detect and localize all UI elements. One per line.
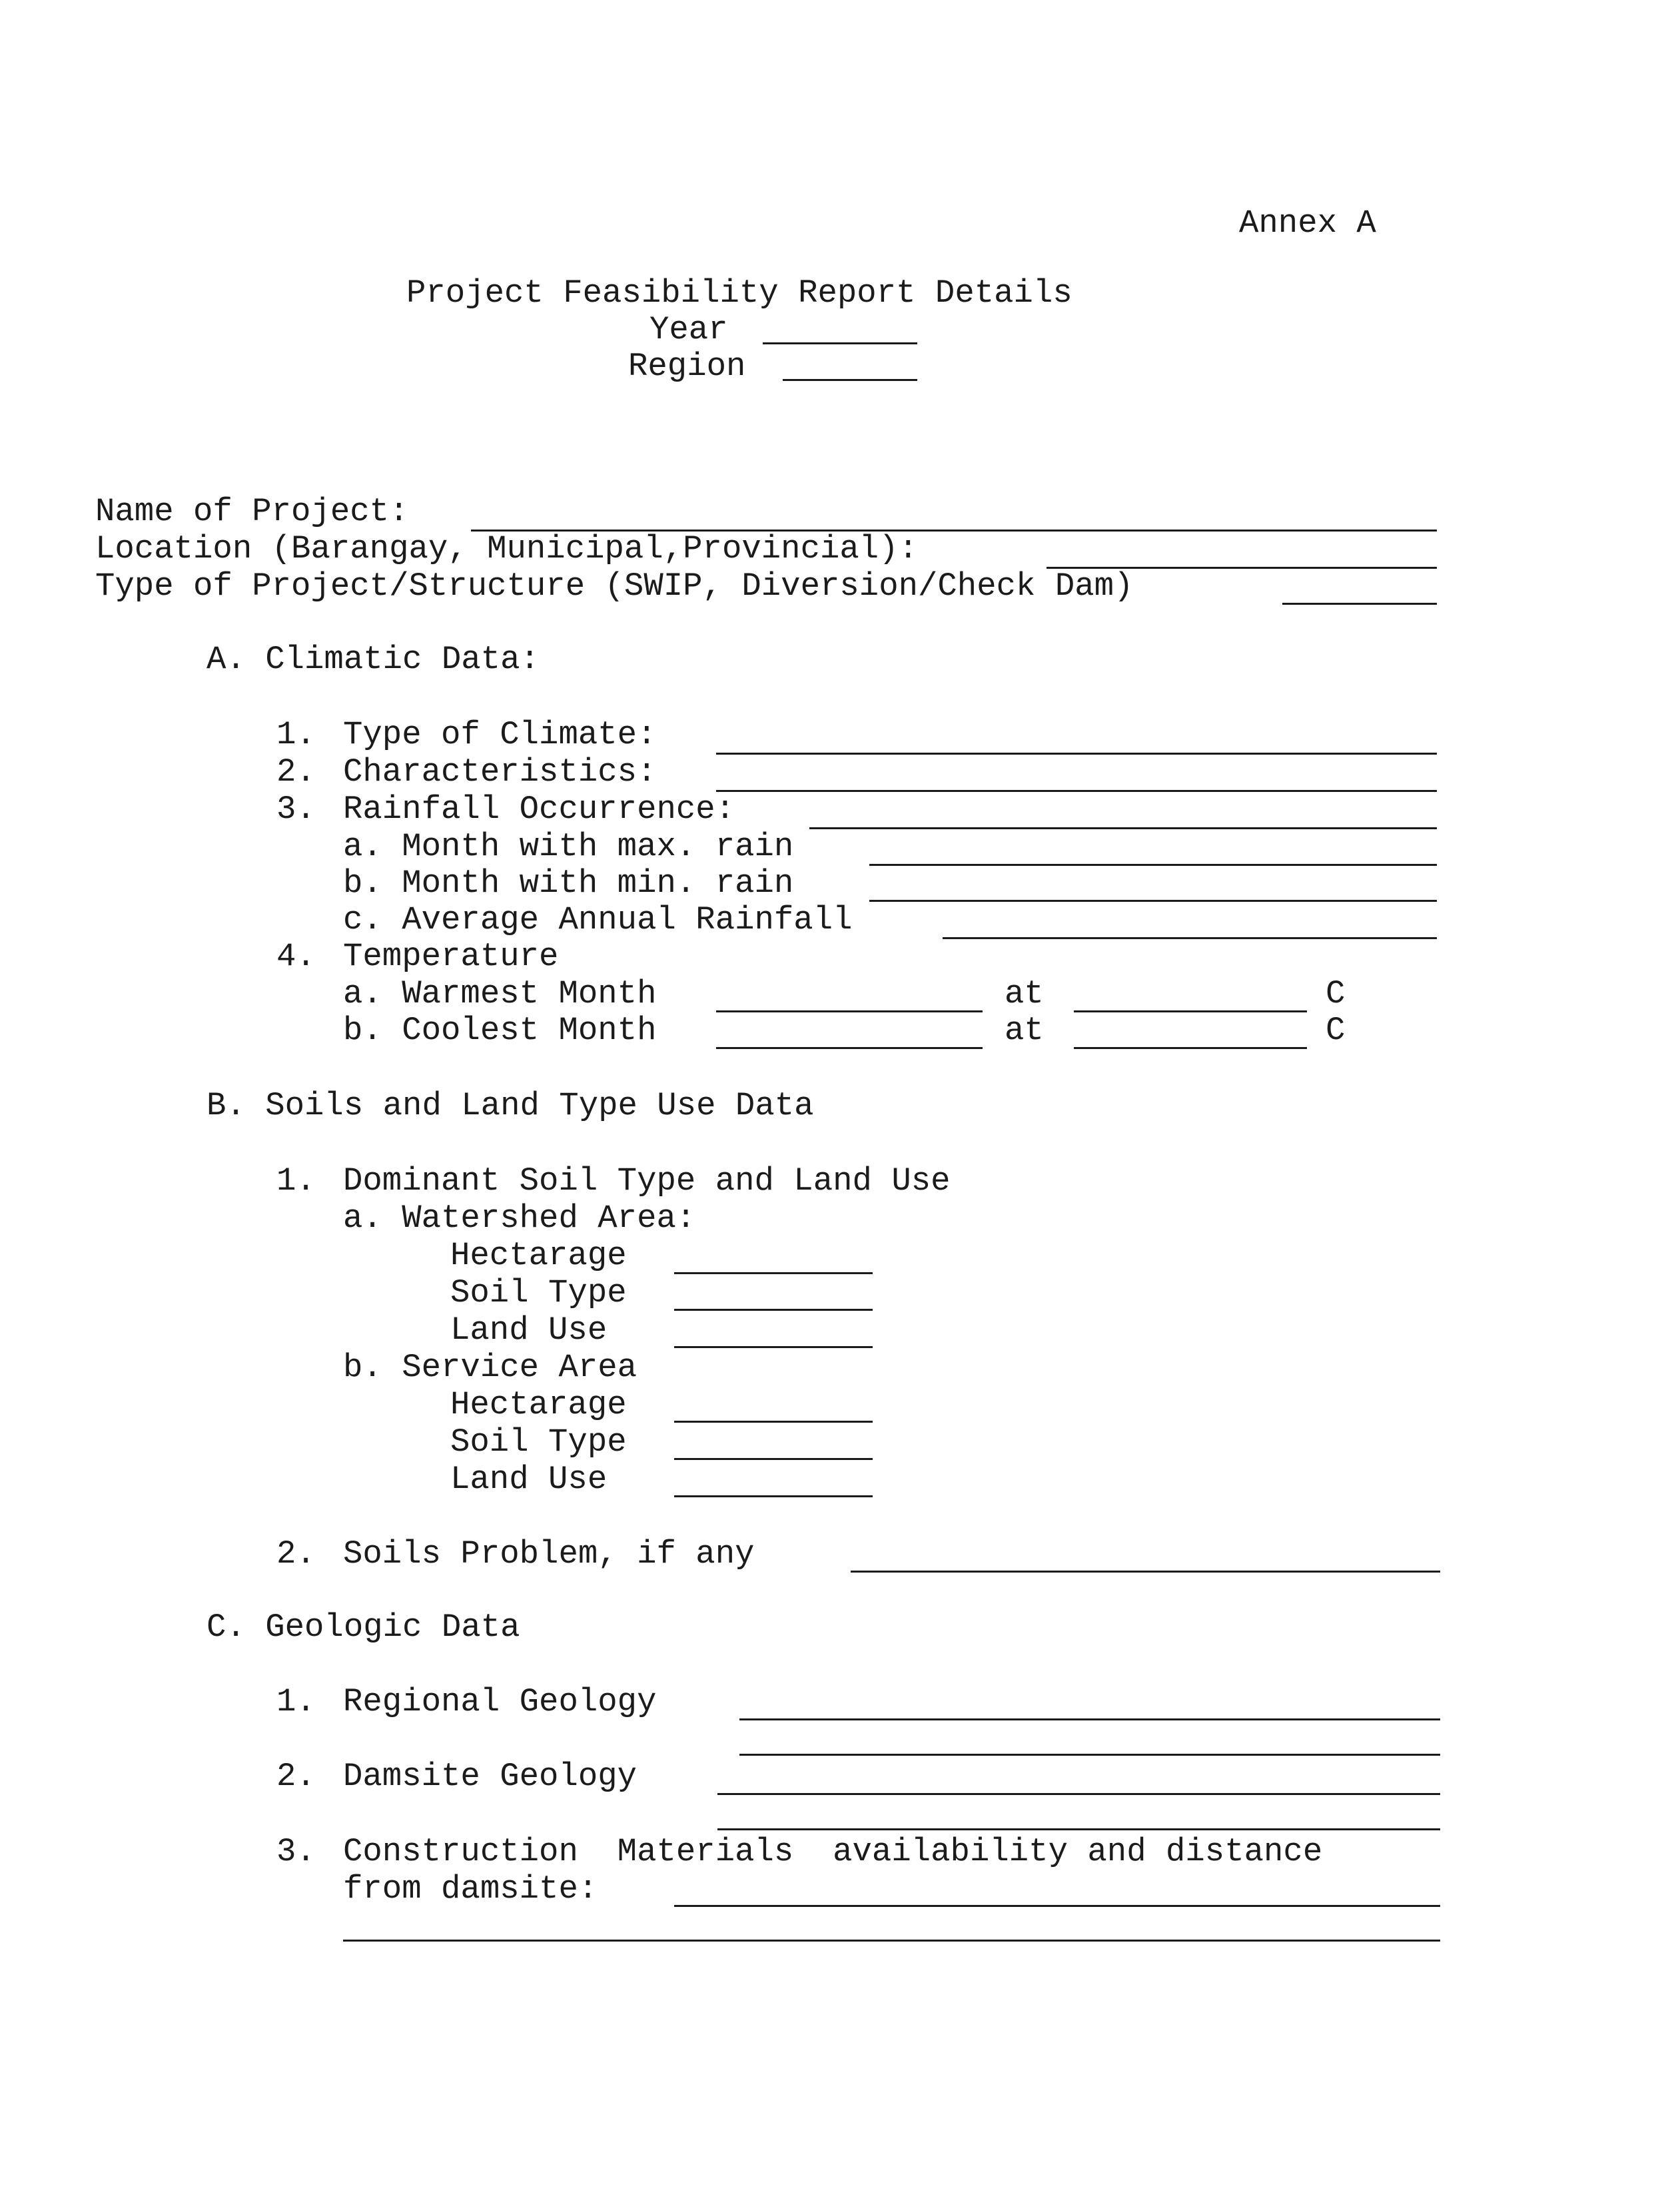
page-title: Project Feasibility Report Details bbox=[406, 274, 1072, 312]
characteristics-field[interactable] bbox=[716, 790, 1437, 792]
watershed-land-use-field[interactable] bbox=[674, 1346, 873, 1348]
type-of-climate-field[interactable] bbox=[716, 753, 1437, 755]
max-rain-label: a. Month with max. rain bbox=[343, 828, 794, 865]
min-rain-field[interactable] bbox=[869, 900, 1437, 902]
regional-geology-field[interactable] bbox=[739, 1718, 1440, 1720]
item-number: 2. bbox=[276, 753, 316, 791]
max-rain-field[interactable] bbox=[869, 864, 1437, 866]
watershed-soil-type-label: Soil Type bbox=[450, 1274, 627, 1311]
service-area-label: b. Service Area bbox=[343, 1349, 637, 1386]
dominant-soil-label: Dominant Soil Type and Land Use bbox=[343, 1162, 951, 1200]
service-land-use-field[interactable] bbox=[674, 1495, 873, 1497]
annex-label: Annex A bbox=[1239, 204, 1376, 242]
section-c-title: C. Geologic Data bbox=[207, 1609, 520, 1646]
project-type-label: Type of Project/Structure (SWIP, Diversion/Check Dam) bbox=[95, 567, 1134, 605]
item-number: 1. bbox=[276, 1162, 316, 1200]
construction-materials-field-line-2[interactable] bbox=[343, 1940, 1440, 1942]
celsius-unit: C bbox=[1326, 975, 1346, 1012]
region-field[interactable] bbox=[783, 379, 917, 381]
soils-problem-field[interactable] bbox=[851, 1571, 1440, 1573]
region-label: Region bbox=[628, 348, 746, 385]
item-number: 2. bbox=[276, 1535, 316, 1573]
item-number: 2. bbox=[276, 1758, 316, 1795]
temperature-label: Temperature bbox=[343, 938, 559, 975]
service-hectarage-label: Hectarage bbox=[450, 1386, 627, 1423]
regional-geology-label: Regional Geology bbox=[343, 1683, 657, 1720]
min-rain-label: b. Month with min. rain bbox=[343, 865, 794, 902]
section-b-title: B. Soils and Land Type Use Data bbox=[207, 1087, 814, 1124]
item-number: 4. bbox=[276, 938, 316, 975]
project-type-field[interactable] bbox=[1282, 603, 1437, 605]
at-label: at bbox=[1005, 975, 1044, 1012]
average-rainfall-field[interactable] bbox=[943, 937, 1437, 939]
year-field[interactable] bbox=[763, 342, 917, 344]
service-soil-type-label: Soil Type bbox=[450, 1423, 627, 1461]
location-label: Location (Barangay, Municipal,Provincial): bbox=[95, 530, 919, 567]
coolest-month-field[interactable] bbox=[716, 1047, 983, 1049]
rainfall-occurrence-field[interactable] bbox=[809, 827, 1437, 829]
warmest-temp-field[interactable] bbox=[1074, 1010, 1307, 1012]
project-name-label: Name of Project: bbox=[95, 493, 409, 530]
at-label: at bbox=[1005, 1012, 1044, 1049]
watershed-hectarage-label: Hectarage bbox=[450, 1237, 627, 1274]
from-damsite-label: from damsite: bbox=[343, 1870, 598, 1908]
item-number: 1. bbox=[276, 716, 316, 753]
watershed-soil-type-field[interactable] bbox=[674, 1309, 873, 1311]
characteristics-label: Characteristics: bbox=[343, 753, 657, 791]
average-rainfall-label: c. Average Annual Rainfall bbox=[343, 901, 853, 938]
rainfall-occurrence-label: Rainfall Occurrence: bbox=[343, 791, 735, 828]
service-soil-type-field[interactable] bbox=[674, 1458, 873, 1460]
watershed-area-label: a. Watershed Area: bbox=[343, 1200, 696, 1237]
damsite-geology-field[interactable] bbox=[717, 1793, 1440, 1795]
item-number: 3. bbox=[276, 1833, 316, 1870]
item-number: 1. bbox=[276, 1683, 316, 1720]
damsite-geology-field-line-2[interactable] bbox=[717, 1828, 1440, 1830]
watershed-land-use-label: Land Use bbox=[450, 1311, 608, 1349]
type-of-climate-label: Type of Climate: bbox=[343, 716, 657, 753]
warmest-month-field[interactable] bbox=[716, 1010, 983, 1012]
coolest-temp-field[interactable] bbox=[1074, 1047, 1307, 1049]
service-hectarage-field[interactable] bbox=[674, 1421, 873, 1423]
soils-problem-label: Soils Problem, if any bbox=[343, 1535, 755, 1573]
regional-geology-field-line-2[interactable] bbox=[739, 1754, 1440, 1756]
service-land-use-label: Land Use bbox=[450, 1461, 608, 1498]
year-label: Year bbox=[649, 311, 728, 348]
watershed-hectarage-field[interactable] bbox=[674, 1272, 873, 1274]
coolest-month-label: b. Coolest Month bbox=[343, 1012, 657, 1049]
section-a-title: A. Climatic Data: bbox=[207, 641, 540, 678]
construction-materials-field[interactable] bbox=[674, 1905, 1440, 1907]
item-number: 3. bbox=[276, 791, 316, 828]
construction-materials-label: Construction Materials availability and distance bbox=[343, 1833, 1323, 1870]
damsite-geology-label: Damsite Geology bbox=[343, 1758, 637, 1795]
celsius-unit: C bbox=[1326, 1012, 1346, 1049]
warmest-month-label: a. Warmest Month bbox=[343, 975, 657, 1012]
